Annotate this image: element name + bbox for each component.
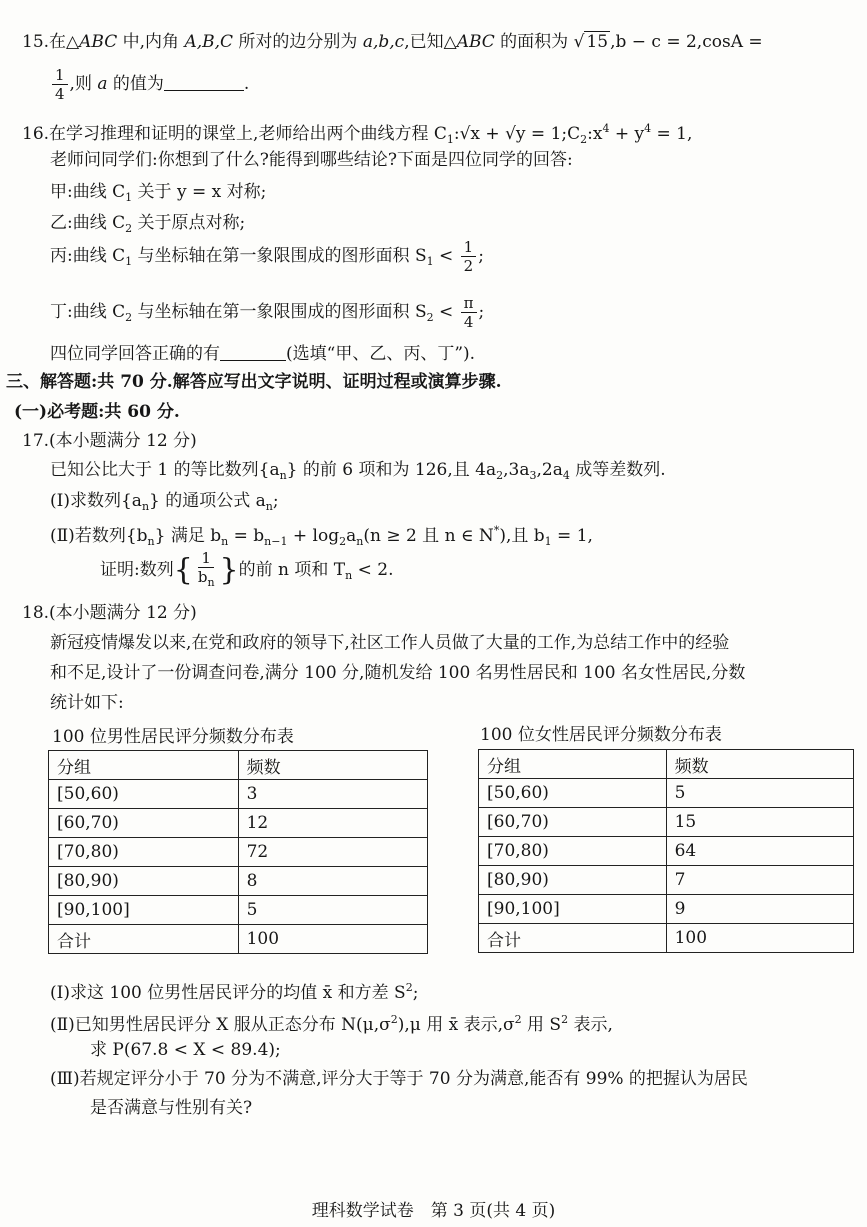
table-cell: 72 <box>238 838 427 867</box>
table-cell: 7 <box>666 866 853 895</box>
table-cell: 5 <box>666 779 853 808</box>
table-row <box>479 866 854 895</box>
left-brace: { <box>173 552 193 588</box>
table-row <box>49 867 428 896</box>
q15-line1: 15.在△ABC 中,内角 A,B,C 所对的边分别为 a,b,c,已知△ABC 的面积为 √ 15 ,b − c = 2,cosA = <box>22 32 763 52</box>
q16-number: 16. <box>22 124 50 144</box>
q18-number: 18.(本小题满分 12 分) <box>22 603 197 623</box>
female-frequency-table <box>478 749 854 953</box>
q18-stem-line3: 统计如下: <box>50 693 124 713</box>
table-row <box>479 895 854 924</box>
fraction-one-over-bn: $\frac{1}{b_n}$ <box>197 549 215 589</box>
q17-number: 17.(本小题满分 12 分) <box>22 431 197 451</box>
table-cell: [80,90) <box>479 866 667 895</box>
table-header-row <box>479 750 854 779</box>
q16-yi: 乙:曲线 $C_2$ 关于原点对称; <box>50 213 246 235</box>
q17-part2: (Ⅱ)若数列$\{b_n\}$ 满足 $b_n = b_{n-1} + \log_2a_n(n \ge 2$ 且 n ∈ N*),且 $b_1 = 1$, <box>50 524 593 548</box>
male-frequency-table <box>48 750 428 954</box>
table-cell: [90,100] <box>479 895 667 924</box>
male-table-caption: 100 位男性居民评分频数分布表 <box>52 727 294 747</box>
table-row <box>49 780 428 809</box>
q16-bing: 丙:曲线 $C_1$ 与坐标轴在第一象限围成的图形面积 $S_1$ < $\frac{1}{2}$ ; <box>50 238 484 275</box>
q17-part1: (Ⅰ)求数列$\{a_n\}$ 的通项公式 $a_n$; <box>50 491 279 513</box>
table-cell: [90,100] <box>49 896 239 925</box>
table-row <box>479 837 854 866</box>
q16-line2: 老师问同学们:你想到了什么?能得到哪些结论?下面是四位同学的回答: <box>50 150 573 170</box>
q18-part3: (Ⅲ)若规定评分小于 70 分为不满意,评分大于等于 70 分为满意,能否有 99% 的把握认为居民 <box>50 1069 748 1089</box>
table-cell: 8 <box>238 867 427 896</box>
page-footer: 理科数学试卷 第 3 页(共 4 页) <box>311 1201 556 1221</box>
table-row <box>49 838 428 867</box>
answer-blank <box>164 74 244 91</box>
table-cell: 9 <box>666 895 853 924</box>
table-header-cell: 频数 <box>666 750 853 779</box>
table-row <box>49 925 428 954</box>
table-cell: [50,60) <box>479 779 667 808</box>
q16-ding: 丁:曲线 $C_2$ 与坐标轴在第一象限围成的图形面积 $S_2$ < $\frac{\pi}{4}$ ; <box>50 294 485 331</box>
table-cell: 100 <box>238 925 427 954</box>
table-row <box>479 779 854 808</box>
table-row <box>479 924 854 953</box>
table-cell: 合计 <box>479 924 667 953</box>
table-cell: 15 <box>666 808 853 837</box>
q17-stem: 已知公比大于 1 的等比数列$\{a_n\}$ 的前 6 项和为 126,且 $4a_2,3a_3,2a_4$ 成等差数列. <box>50 460 666 482</box>
section-required-heading: (一)必考题:共 60 分. <box>14 402 180 422</box>
fraction-pi-quarter: $\frac{\pi}{4}$ <box>461 294 477 331</box>
table-row <box>479 808 854 837</box>
q18-part1: (Ⅰ)求这 100 位男性居民评分的均值 x̄ 和方差 $S^2$; <box>50 981 419 1003</box>
table-cell: 64 <box>666 837 853 866</box>
table-header-cell: 分组 <box>49 751 239 780</box>
fraction-one-half: $\frac{1}{2}$ <box>461 238 477 275</box>
table-cell: 3 <box>238 780 427 809</box>
q16-last: 四位同学回答正确的有 (选填“甲、乙、丙、丁”). <box>50 344 476 364</box>
table-cell: 100 <box>666 924 853 953</box>
table-cell: [80,90) <box>49 867 239 896</box>
q15-number: 15. <box>22 32 50 52</box>
q17-part2-proof: 证明:数列{ $\frac{1}{b_n}$ }的前 n 项和 $T_n < 2$. <box>100 546 394 594</box>
table-cell: [60,70) <box>479 808 667 837</box>
answer-blank <box>220 344 286 361</box>
table-header-row <box>49 751 428 780</box>
q18-part2: (Ⅱ)已知男性居民评分 X 服从正态分布 $N(\mu,\sigma^2),\mu$ 用 x̄ 表示$,\sigma^2$ 用 $S^2$ 表示, <box>50 1013 613 1035</box>
fraction-one-quarter: $\frac{1}{4}$ <box>52 66 68 103</box>
table-header-cell: 频数 <box>238 751 427 780</box>
q16-line1: 16.在学习推理和证明的课堂上,老师给出两个曲线方程 $C_1:√x + √y$ = $1;C_2:x^4 + y^4 = 1$, <box>22 122 693 146</box>
female-table-caption: 100 位女性居民评分频数分布表 <box>480 725 722 745</box>
right-brace: } <box>219 552 239 588</box>
table-cell: [50,60) <box>49 780 239 809</box>
q16-jia: 甲:曲线 $C_1$ 关于 y = x 对称; <box>50 182 267 204</box>
table-cell: 5 <box>238 896 427 925</box>
table-cell: [70,80) <box>49 838 239 867</box>
table-cell: [70,80) <box>479 837 667 866</box>
table-cell: 12 <box>238 809 427 838</box>
q18-part3-line2: 是否满意与性别有关? <box>90 1098 253 1118</box>
table-row <box>49 896 428 925</box>
q15-line2: $\frac{1}{4}$ ,则 a 的值为 . <box>50 62 249 106</box>
table-row <box>49 809 428 838</box>
q18-part2-ask: 求 P(67.8 < X < 89.4); <box>90 1040 281 1060</box>
q18-stem-line1: 新冠疫情爆发以来,在党和政府的领导下,社区工作人员做了大量的工作,为总结工作中的经验 <box>50 633 730 653</box>
table-cell: 合计 <box>49 925 239 954</box>
sqrt-symbol: √ 15 <box>573 32 609 52</box>
table-cell: [60,70) <box>49 809 239 838</box>
section-three-heading: 三、解答题:共 70 分.解答应写出文字说明、证明过程或演算步骤. <box>6 372 502 392</box>
table-header-cell: 分组 <box>479 750 667 779</box>
q18-stem-line2: 和不足,设计了一份调查问卷,满分 100 分,随机发给 100 名男性居民和 100 名女性居民,分数 <box>50 663 746 683</box>
